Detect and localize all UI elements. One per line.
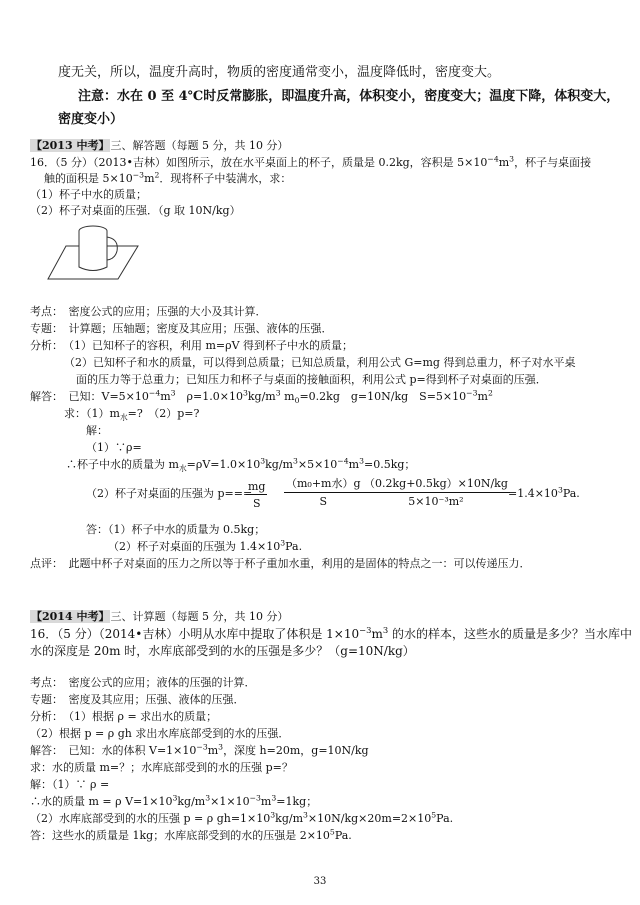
q2014-line-1: 16．（5 分）（2014•吉林）小明从水库中提取了体积是 $1\times 10^{-3}m^3$ 的水的样本，这些水的质量是多少？当水库中 bbox=[30, 625, 633, 641]
fenxi-2013-2: （2）已知杯子和水的质量，可以得到总质量；已知总质量，利用公式 G=mg 得到总重力，杯子对水平桌 bbox=[64, 356, 576, 369]
fraction-mg-over-s: $\frac{mg}{S}$ bbox=[248, 480, 266, 510]
step3-2013-label: （2）杯子对桌面的压强为 p=== bbox=[86, 487, 253, 500]
section-2014-header bbox=[30, 611, 288, 622]
fenxi-2014-1: 分析： （1）根据 ρ = 求出水的质量； bbox=[30, 710, 218, 723]
cup-on-table-illustration bbox=[46, 222, 141, 287]
step2-2014: ∴水的质量 m = ρ $V=1\times 10^3kg/m^3\times 1\times 10^{-3}m^3=1kg$； bbox=[30, 793, 318, 808]
dianping-2013: 点评： 此题中杯子对桌面的压力之所以等于杯子重加水重，利用的是固体的特点之一：可以传递压力． bbox=[30, 557, 531, 570]
ans-2013-2: （2）杯子对桌面的压强为 $1.4\times 10^3Pa$. bbox=[108, 538, 303, 553]
q2014-line-2: 水的深度是 20m 时，水库底部受到的水的压强是多少？（g=10N/kg） bbox=[30, 644, 415, 658]
intro-line: 度无关，所以，温度升高时，物质的密度通常变小，温度降低时，密度变大。 bbox=[58, 65, 501, 80]
fenxi-2013-1: 分析： （1）已知杯子的容积，利用 m=ρV 得到杯子中水的质量； bbox=[30, 339, 354, 352]
fenxi-2013-3: 面的压力等于总重力；已知压力和杯子与桌面的接触面积，利用公式 p=得到杯子对桌面的压强． bbox=[76, 373, 547, 386]
note-line-2: 密度变小） bbox=[58, 112, 124, 127]
note-line-1: 注意：水在 0 至 4℃时反常膨胀，即温度升高，体积变小，密度变大；温度下降，体积变大， bbox=[78, 89, 620, 104]
jieda-2013: 解答： 已知：$V=5\times 10^{-4}m^3$ $\rho=1.0\times 10^3kg/m^3$ $m_0=0.2kg$ g=10N/kg $S=5\times 10^{-3}m^2$ bbox=[30, 388, 493, 406]
section-2013-heading: 三、解答题（每题 5 分，共 10 分） bbox=[110, 139, 289, 152]
q2013-line-2: 触的面积是 $5\times 10^{-3}m^2$．现将杯子中装满水，求： bbox=[44, 170, 292, 185]
section-2013-tag: 【2013 中考】 bbox=[31, 139, 110, 152]
jie-2013: 解： bbox=[86, 424, 108, 437]
jieda-2014: 解答： 已知：水的体积 $V=1\times 10^{-3}m^3$，深度 h=20m，g=10N/kg bbox=[30, 742, 369, 757]
q2013-sub-1: （1）杯子中水的质量； bbox=[30, 188, 147, 201]
section-2014-heading: 三、计算题（每题 5 分，共 10 分） bbox=[110, 610, 289, 623]
qiu-2013: 求：$(1)m_水=$? （2）p=? bbox=[64, 407, 200, 423]
zhuanti-2014: 专题： 密度及其应用；压强、液体的压强． bbox=[30, 693, 245, 706]
fenxi-2014-2: （2）根据 p = ρ gh 求出水库底部受到的水的压强． bbox=[30, 727, 290, 740]
kaodian-2014: 考点： 密度公式的应用；液体的压强的计算． bbox=[30, 676, 256, 689]
step1-2014: 解：（1）∵ ρ = bbox=[30, 778, 110, 791]
ans-2014: 答：这些水的质量是 1kg；水库底部受到的水的压强是 $2\times 10^5Pa$. bbox=[30, 827, 352, 842]
step3-2014: （2）水库底部受到的水的压强 p = ρ $gh=1\times 10^3kg/m^3\times 10N/kg\times 20m=2\times 10^5Pa$. bbox=[30, 810, 454, 825]
fraction-total-mass: （m₀+m水）g S bbox=[286, 477, 361, 508]
section-2013-header bbox=[30, 140, 288, 151]
section-2014-tag: 【2014 中考】 bbox=[31, 610, 110, 623]
q2013-line-1: 16．（5 分）（2013•吉林）如图所示，放在水平桌面上的杯子，质量是 0.2kg，容积是 $5\times 10^{-4}m^3$，杯子与桌面接 bbox=[30, 154, 592, 169]
step2-2013: ∴杯子中水的质量为 $m_水=\rho V=1.0\times 10^3kg/m^3\times 5\times 10^{-4}m^3=0.5kg$； bbox=[66, 456, 416, 474]
q2013-sub-2: （2）杯子对桌面的压强．（g 取 10N/kg） bbox=[30, 204, 241, 217]
qiu-2014: 求：水的质量 m=？；水库底部受到的水的压强 p=？ bbox=[30, 761, 293, 774]
page-number: 33 bbox=[313, 876, 327, 887]
zhuanti-2013: 专题： 计算题；压轴题；密度及其应用；压强、液体的压强． bbox=[30, 322, 333, 335]
fraction-numeric: $\frac{(0.2kg+0.5kg)\times 10N/kg}{\text{5×10⁻³m²}}$ bbox=[364, 477, 508, 508]
kaodian-2013: 考点： 密度公式的应用；压强的大小及其计算． bbox=[30, 305, 267, 318]
step3-2013-result: $=1.4\times 10^3Pa$. bbox=[508, 485, 580, 500]
ans-2013-1: 答：（1）杯子中水的质量为 0.5kg； bbox=[86, 523, 266, 536]
step1-2013: （1）∵ρ= bbox=[86, 441, 142, 454]
